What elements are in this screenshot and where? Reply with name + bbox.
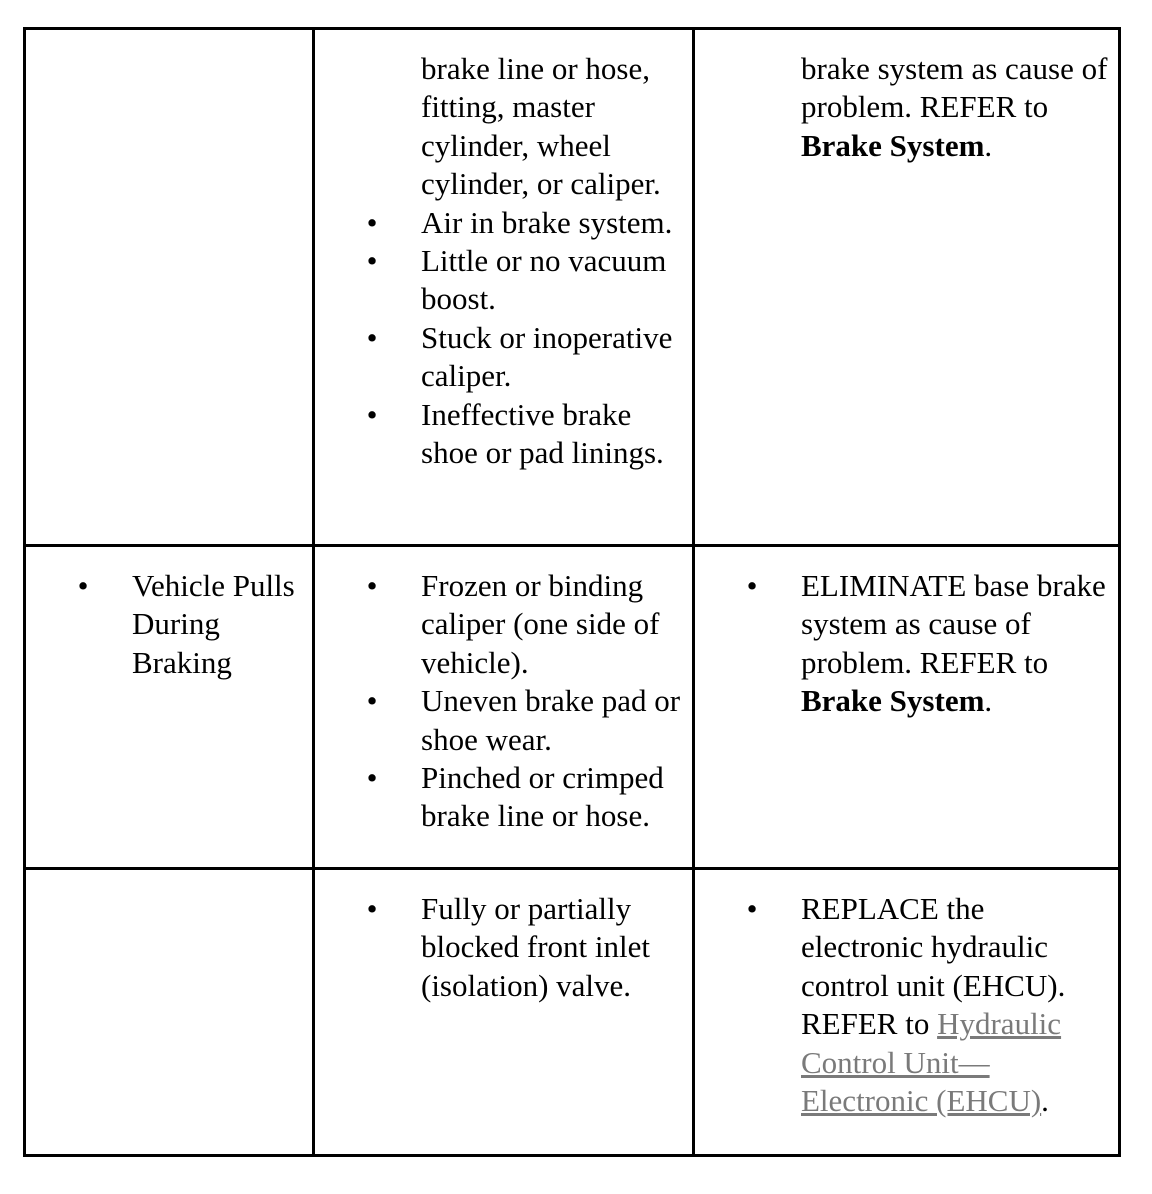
action-list [746,567,1118,721]
table-row [25,29,1120,546]
action-list [746,890,1118,1120]
cause-list [366,890,692,1005]
list-item [366,890,692,1005]
possible-source-cell [314,29,694,546]
bullet-icon: • [366,683,378,719]
bullet-icon: • [366,891,378,926]
list-item [77,567,312,682]
cause-text: Stuck or inoperative caliper. [421,319,673,394]
cause-text: Uneven brake pad or shoe wear. [421,683,681,757]
cause-continued-text: brake line or hose, fitting, master cylinder, wheel cylinder, or caliper. [421,51,661,202]
table-row [25,869,1120,1156]
action-suffix: . [1041,1083,1049,1119]
cause-text: Fully or partially blocked front inlet (isolation) valve. [421,891,650,1003]
list-item [366,396,692,473]
action-text: brake system as cause of problem. REFER to [801,51,1108,125]
bullet-icon: • [366,243,378,279]
symptom-cell [25,869,314,1156]
cause-list [366,567,692,836]
list-item [366,759,692,836]
action-suffix: . [984,683,993,719]
action-bold-reference: Brake System [801,683,985,719]
cause-text: Ineffective brake shoe or pad linings. [421,396,664,471]
bullet-icon: • [366,319,378,355]
action-continued-text [801,50,1118,165]
symptom-cell [25,29,314,546]
cause-text: Pinched or crimped brake line or hose. [421,760,664,834]
symptom-list [77,567,312,682]
cause-text: Little or no vacuum boost. [421,243,667,317]
action-suffix: . [984,127,993,163]
action-bold-reference: Brake System [801,127,985,163]
cause-text: Frozen or binding caliper (one side of vehicle). [421,568,660,680]
list-item [366,567,692,682]
possible-source-cell [314,546,694,869]
bullet-icon: • [366,568,378,603]
list-item [366,242,692,319]
action-cell [694,546,1120,869]
bullet-icon: • [746,891,758,926]
list-item [746,890,1118,1120]
bullet-icon: • [366,760,378,796]
bullet-icon: • [746,568,758,603]
list-item [366,204,692,242]
cause-list [366,204,692,473]
bullet-icon: • [77,568,89,603]
diagnosis-table [23,27,1121,1157]
list-item [366,319,692,396]
list-item [746,567,1118,721]
possible-source-cell [314,869,694,1156]
action-cell [694,869,1120,1156]
action-cell [694,29,1120,546]
action-text: REPLACE the electronic hydraulic control unit (EHCU). REFER to [801,891,1066,1042]
ehcu-reference-link[interactable]: Hydraulic Control Unit—Electronic (EHCU) [801,1006,1062,1119]
cause-text: Air in brake system. [421,204,673,240]
bullet-icon: • [366,396,378,432]
list-item [366,682,692,759]
action-text: ELIMINATE base brake system as cause of problem. REFER to [801,568,1106,680]
symptom-cell [25,546,314,869]
table-row [25,546,1120,869]
bullet-icon: • [366,204,378,240]
symptom-text: Vehicle Pulls During Braking [132,568,295,680]
